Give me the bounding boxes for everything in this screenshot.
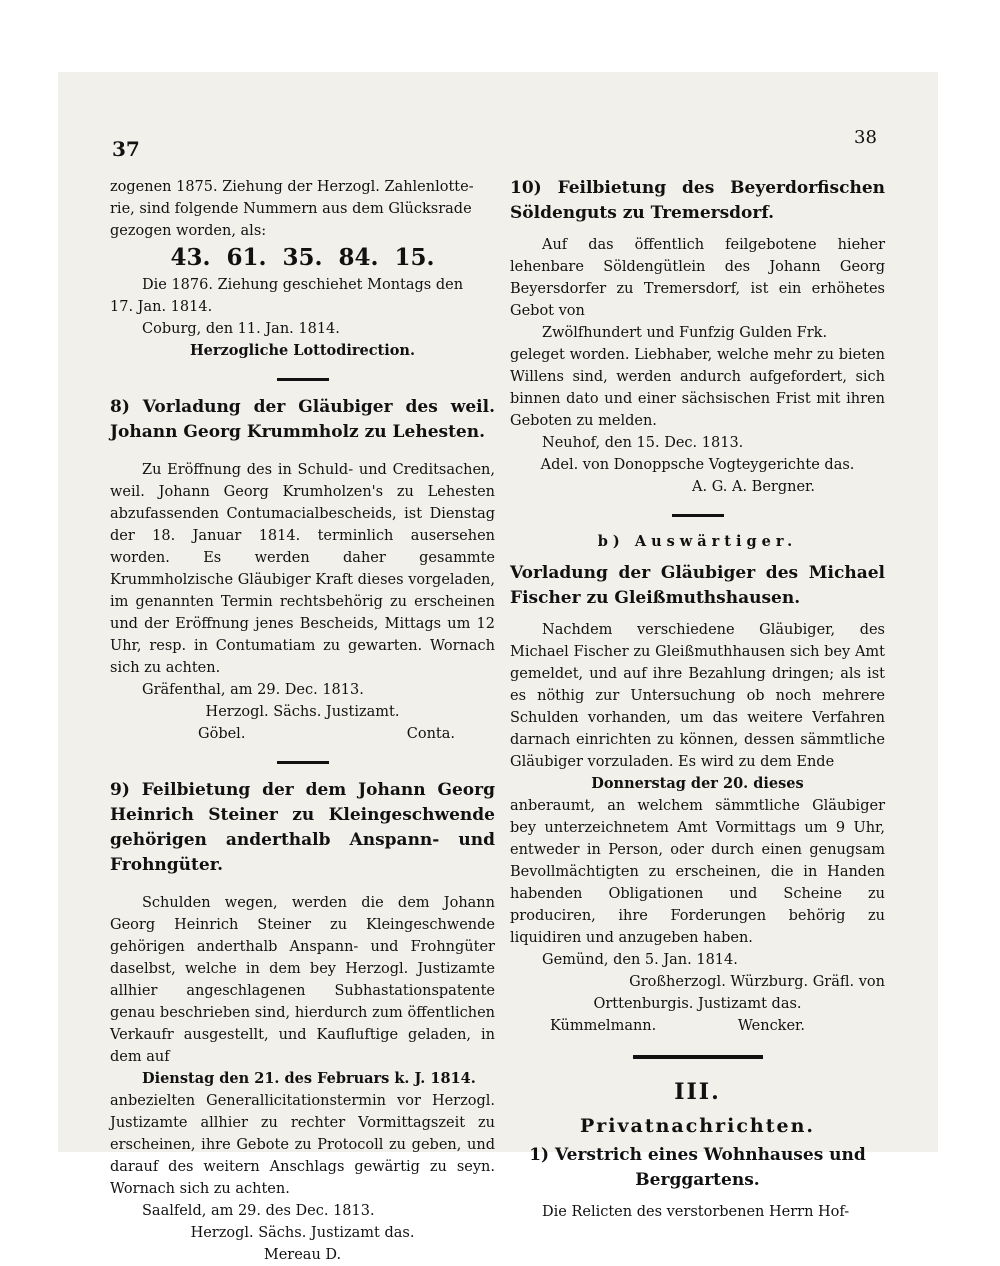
intro-line: gezogen worden, als: xyxy=(110,223,267,239)
section-body: geleget worden. Liebhaber, welche mehr zu bieten Willens sind, werden andurch aufgefordert, sich binnen dato und einer sächsischen Frist mit ihren Geboten zu melden. xyxy=(510,347,885,429)
part-numeral: III. xyxy=(674,1079,721,1105)
date-line: Dienstag den 21. des Februars k. J. 1814. xyxy=(142,1070,476,1087)
office: Herzogl. Sächs. Justizamt das. xyxy=(190,1225,415,1241)
signatory: Conta. xyxy=(406,726,455,742)
divider xyxy=(277,378,329,381)
signatory: Mereau D. xyxy=(263,1247,342,1263)
amount: Zwölfhundert und Funfzig Gulden Frk. xyxy=(542,325,828,341)
drawn-numbers: 43. 61. 35. 84. 15. xyxy=(170,244,435,271)
office: Herzogl. Sächs. Justizamt. xyxy=(205,704,400,720)
subsection-heading: b) Auswärtiger. xyxy=(597,533,798,550)
office: Adel. von Donoppsche Vogteygerichte das. xyxy=(540,457,855,473)
place-date: Coburg, den 11. Jan. 1814. xyxy=(142,321,340,337)
section-title: 9) Feilbietung der dem Johann Georg Heinrich Steiner zu Kleingeschwende gehörigen anderthalb Anspann- und Frohngüter. xyxy=(110,780,495,875)
signatory: Wencker. xyxy=(737,1018,805,1034)
section-title: 8) Vorladung der Gläubiger des weil. Johann Georg Krummholz zu Lehesten. xyxy=(110,397,495,442)
page-number-left: 37 xyxy=(112,137,140,161)
section-body: anbezielten Generallicitationstermin vor Herzogl. Justizamte allhier zu rechter Vormittagszeit zu erscheinen, ihre Gebote zu Protocoll zu geben, und darauf des weitern Anschlags gewärtig zu seyn. Wornach sich zu achten. xyxy=(110,1093,495,1197)
signatory: Göbel. xyxy=(198,726,246,742)
signatories xyxy=(510,1015,885,1037)
place-date: Gräfenthal, am 29. Dec. 1813. xyxy=(142,682,364,698)
section-body: Schulden wegen, werden die dem Johann Georg Heinrich Steiner zu Kleingeschwende gehörigen anderthalb Anspann- und Frohngüter daselbst, welche in dem bey Herzogl. Justizamte allhier angeschlagenen Subhastationspatente genau beschrieben sind, hierdurch zum öffentlichen Verkaufr ausgestellt, und Kaufluftige geladen, in dem auf xyxy=(110,895,495,1065)
place-date: Gemünd, den 5. Jan. 1814. xyxy=(542,952,738,968)
left-column xyxy=(110,176,495,1266)
section-body: Nachdem verschiedene Gläubiger, des Michael Fischer zu Gleißmuthhausen sich bey Amt gemeldet, und auf ihre Bezahlung dringen; als ist es nöthig zur Untersuchung ob noch mehrere Schulden vorhanden, um das weitere Verfahren darnach einrichten zu können, dessen sämmtliche Gläubiger vorzuladen. Es wird zu dem Ende xyxy=(510,622,885,770)
office: Orttenburgis. Justizamt das. xyxy=(593,996,802,1012)
next-draw-line: Die 1876. Ziehung geschiehet Montags den xyxy=(142,277,464,293)
divider xyxy=(672,514,724,517)
date-line: Donnerstag der 20. dieses xyxy=(591,775,804,792)
signatory: Kümmelmann. xyxy=(550,1018,657,1034)
section-title: 10) Feilbietung des Beyerdorfischen Söldenguts zu Tremersdorf. xyxy=(510,178,885,223)
next-draw-line: 17. Jan. 1814. xyxy=(110,299,213,315)
section-title: Vorladung der Gläubiger des Michael Fischer zu Gleißmuthshausen. xyxy=(510,563,885,608)
place-date: Neuhof, den 15. Dec. 1813. xyxy=(542,435,744,451)
part-title: Privatnachrichten. xyxy=(579,1115,816,1137)
office: Großherzogl. Würzburg. Gräfl. von xyxy=(629,974,885,990)
section-body: Zu Eröffnung des in Schuld- und Creditsachen, weil. Johann Georg Krumholzen's zu Lehesten abzufassenden Contumacialbescheids, ist Dienstag der 18. Januar 1814. terminlich ausersehen worden. Es werden daher gesammte Krummholzische Gläubiger Kraft dieses vorgeladen, im genannten Termin rechtsbehörig zu erscheinen und der Eröffnung jenes Bescheids, Mittags um 12 Uhr, resp. in Contumatiam zu gewarten. Wornach sich zu achten. xyxy=(110,462,495,676)
section-body: anberaumt, an welchem sämmtliche Gläubiger bey unterzeichnetem Amt Vormittags um 9 Uhr, entweder in Person, oder durch einen genugsam Bevollmächtigten zu erscheinen, die in Handen habenden Obligationen und Scheine zu produciren, ihre Forderungen behörig zu liquidiren und anzugeben haben. xyxy=(510,798,885,946)
section-body: Die Relicten des verstorbenen Herrn Hof- xyxy=(542,1204,850,1220)
signatory: A. G. A. Bergner. xyxy=(692,479,815,495)
signatories xyxy=(110,723,495,745)
intro-line: rie, sind folgende Nummern aus dem Glücksrade xyxy=(110,201,472,217)
section-body: Auf das öffentlich feilgebotene hieher lehenbare Söldengütlein des Johann Georg Beyersdorfer zu Tremersdorf, ist ein erhöhetes Gebot von xyxy=(510,237,885,319)
place-date: Saalfeld, am 29. des Dec. 1813. xyxy=(142,1203,375,1219)
intro-line: zogenen 1875. Ziehung der Herzogl. Zahlenlotte- xyxy=(110,179,474,195)
section-title: 1) Verstrich eines Wohnhauses und Berggartens. xyxy=(529,1145,866,1190)
page-number-right: 38 xyxy=(854,127,877,148)
right-column xyxy=(510,176,885,1223)
signature: Herzogliche Lottodirection. xyxy=(189,342,415,359)
divider xyxy=(633,1055,763,1059)
divider xyxy=(277,761,329,764)
